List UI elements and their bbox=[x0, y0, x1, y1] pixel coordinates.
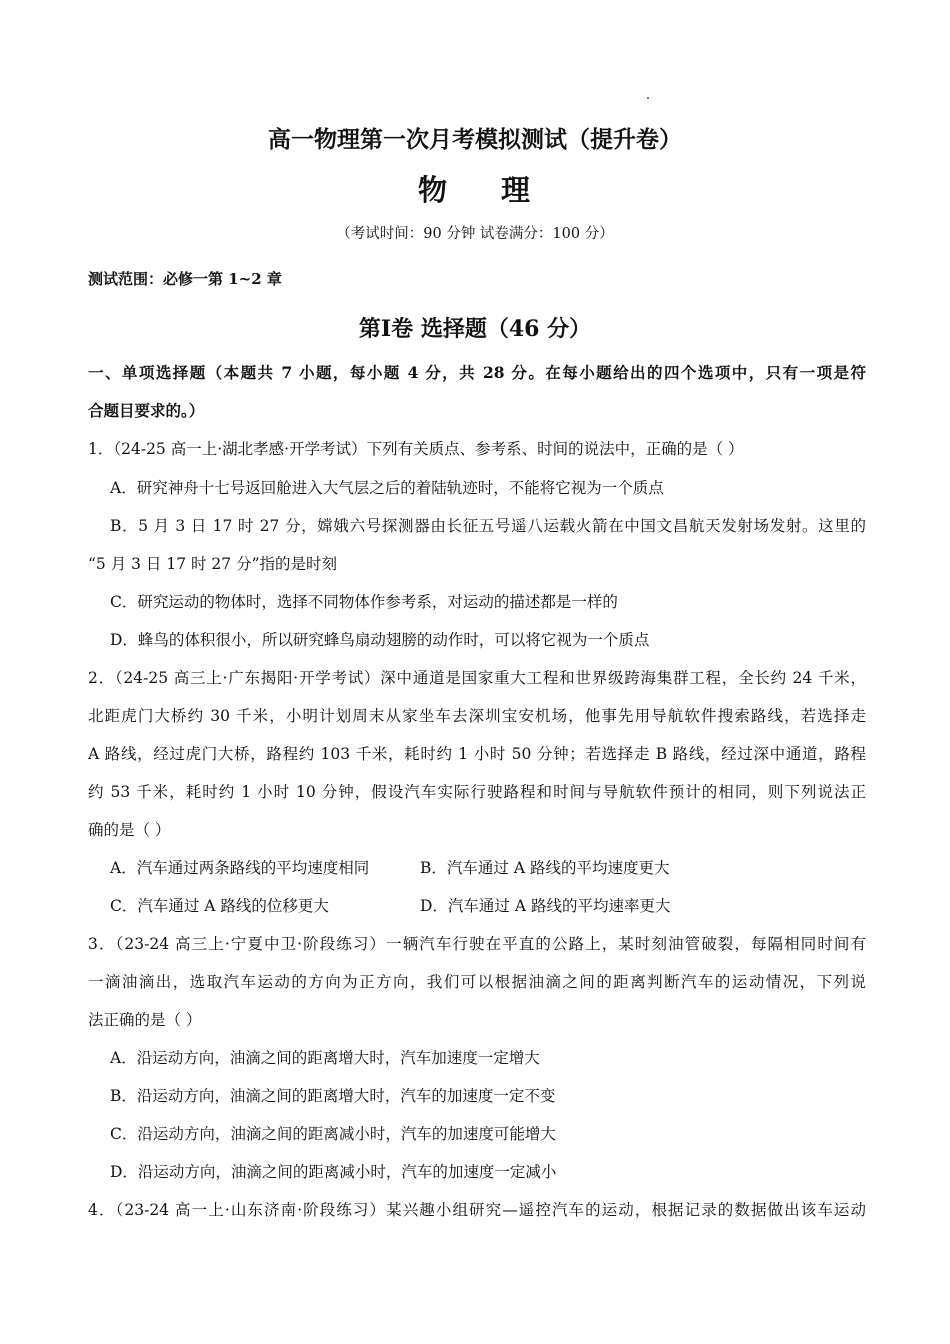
exam-info: （考试时间：90 分钟 试卷满分：100 分） bbox=[336, 226, 614, 242]
subject-heading bbox=[0, 170, 950, 210]
question-2-option-d: D．汽车通过 A 路线的平均速率更大 bbox=[420, 897, 671, 915]
subject-char-1: 物 bbox=[417, 173, 449, 207]
section-instruction-line-2: 合题目要求的。） bbox=[88, 401, 205, 420]
question-3-option-c: C．沿运动方向，油滴之间的距离减小时，汽车的加速度可能增大 bbox=[110, 1125, 556, 1143]
question-1-option-b-cont: “5 月 3 日 17 时 27 分”指的是时刻 bbox=[88, 555, 338, 573]
question-2-stem-line-5: 确的是（ ） bbox=[88, 821, 171, 839]
question-3-option-d: D．沿运动方向，油滴之间的距离减小时，汽车的加速度一定减小 bbox=[110, 1163, 557, 1181]
question-1-option-d: D．蜂鸟的体积很小，所以研究蜂鸟扇动翅膀的动作时，可以将它视为一个质点 bbox=[110, 631, 650, 649]
test-scope: 测试范围：必修一第 1~2 章 bbox=[88, 270, 282, 288]
question-3-stem-line-2: 一滴油滴出，选取汽车运动的方向为正方向，我们可以根据油滴之间的距离判断汽车的运动情况，下列说 bbox=[88, 973, 866, 991]
exam-title: 高一物理第一次月考模拟测试（提升卷） bbox=[268, 126, 682, 153]
scan-dot bbox=[647, 97, 649, 99]
section-title: 第Ⅰ卷 选择题（46 分） bbox=[358, 316, 592, 342]
question-2-option-a: A．汽车通过两条路线的平均速度相同 bbox=[110, 859, 370, 877]
question-1-option-c: C．研究运动的物体时，选择不同物体作参考系，对运动的描述都是一样的 bbox=[110, 593, 618, 611]
question-3-option-a: A．沿运动方向，油滴之间的距离增大时，汽车加速度一定增大 bbox=[110, 1049, 540, 1067]
question-3-option-b: B．沿运动方向，油滴之间的距离增大时，汽车的加速度一定不变 bbox=[110, 1087, 556, 1105]
question-4-stem-line-1: 4．（23-24 高一上·山东济南·阶段练习）某兴趣小组研究—遥控汽车的运动，根据记录的数据做出该车运动 bbox=[88, 1201, 866, 1219]
question-2-option-c: C．汽车通过 A 路线的位移更大 bbox=[110, 897, 329, 915]
question-2-stem-line-3: A 路线，经过虎门大桥，路程约 103 千米，耗时约 1 小时 50 分钟；若选择走 B 路线，经过深中通道，路程 bbox=[88, 745, 866, 763]
question-1-option-b: B．5 月 3 日 17 时 27 分，嫦娥六号探测器由长征五号遥八运载火箭在中国文昌航天发射场发射。这里的 bbox=[110, 517, 866, 535]
question-1-option-a: A．研究神舟十七号返回舱进入大气层之后的着陆轨迹时，不能将它视为一个质点 bbox=[110, 479, 664, 497]
section-instruction-line-1: 一、单项选择题（本题共 7 小题，每小题 4 分，共 28 分。在每小题给出的四个选项中，只有一项是符 bbox=[88, 363, 866, 382]
question-3-stem-line-3: 法正确的是（ ） bbox=[88, 1011, 202, 1029]
question-2-stem-line-4: 约 53 千米，耗时约 1 小时 10 分钟，假设汽车实际行驶路程和时间与导航软件预计的相同，则下列说法正 bbox=[88, 783, 866, 801]
subject-char-2: 理 bbox=[501, 173, 533, 207]
question-2-stem-line-1: 2．（24-25 高三上·广东揭阳·开学考试）深中通道是国家重大工程和世界级跨海集群工程，全长约 24 千米， bbox=[88, 669, 866, 687]
question-3-stem-line-1: 3．（23-24 高三上·宁夏中卫·阶段练习）一辆汽车行驶在平直的公路上，某时刻油管破裂，每隔相同时间有 bbox=[88, 935, 866, 953]
question-2-stem-line-2: 北距虎门大桥约 30 千米，小明计划周末从家坐车去深圳宝安机场，他事先用导航软件搜索路线，若选择走 bbox=[88, 707, 866, 725]
question-2-option-b: B．汽车通过 A 路线的平均速度更大 bbox=[420, 859, 670, 877]
question-1-stem: 1．（24-25 高一上·湖北孝感·开学考试）下列有关质点、参考系、时间的说法中，正确的是（ ） bbox=[88, 440, 744, 458]
